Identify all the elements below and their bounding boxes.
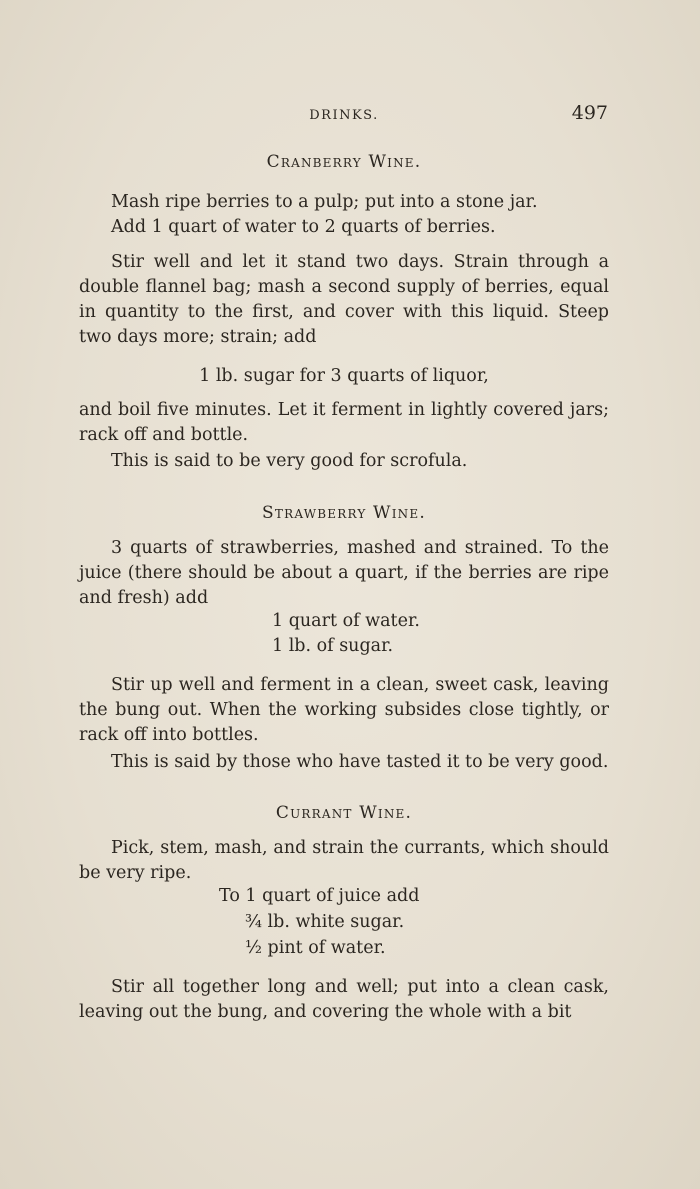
- strawberry-ingredient-1: 1 quart of water.: [272, 611, 420, 631]
- strawberry-ingredient-2: 1 lb. of sugar.: [272, 636, 394, 656]
- running-head: DRINKS.: [309, 108, 379, 123]
- cranberry-intro-line-1: Mash ripe berries to a pulp; put into a stone jar.: [111, 192, 538, 212]
- cranberry-ingredient: 1 lb. sugar for 3 quarts of liquor,: [199, 366, 489, 386]
- page-number: 497: [571, 102, 608, 124]
- page-header: [78, 100, 610, 130]
- section-title-currant-wine: Currant Wine.: [275, 803, 413, 823]
- cranberry-paragraph-2: and boil five minutes. Let it ferment in lightly covered jars; rack off and bottle.: [79, 400, 609, 445]
- cranberry-intro-line-2: Add 1 quart of water to 2 quarts of berries.: [111, 217, 496, 237]
- strawberry-note: This is said by those who have tasted it to be very good.: [111, 752, 609, 772]
- currant-ingredient-2: ½ pint of water.: [245, 938, 386, 958]
- strawberry-paragraph-1: 3 quarts of strawberries, mashed and strained. To the juice (there should be about a quart, if the berries are ripe and fresh) add: [79, 538, 609, 608]
- currant-paragraph-1: Pick, stem, mash, and strain the currants, which should be very ripe.: [79, 838, 609, 883]
- section-title-cranberry-wine: Cranberry Wine.: [266, 152, 422, 172]
- section-title-strawberry-wine: Strawberry Wine.: [262, 503, 426, 523]
- currant-ingredient-1: ¾ lb. white sugar.: [245, 912, 405, 932]
- strawberry-paragraph-2: Stir up well and ferment in a clean, sweet cask, leaving the bung out. When the working subsides close tightly, or rack off into bottles.: [79, 675, 609, 745]
- currant-paragraph-2: Stir all together long and well; put into a clean cask, leaving out the bung, and covering the whole with a bit: [79, 977, 609, 1022]
- currant-ingredient-intro: To 1 quart of juice add: [219, 886, 420, 906]
- cranberry-note: This is said to be very good for scrofula.: [111, 451, 468, 471]
- cranberry-paragraph-1: Stir well and let it stand two days. Strain through a double flannel bag; mash a second supply of berries, equal in quantity to the first, and cover with this liquid. Steep two days more; strain; add: [79, 252, 609, 347]
